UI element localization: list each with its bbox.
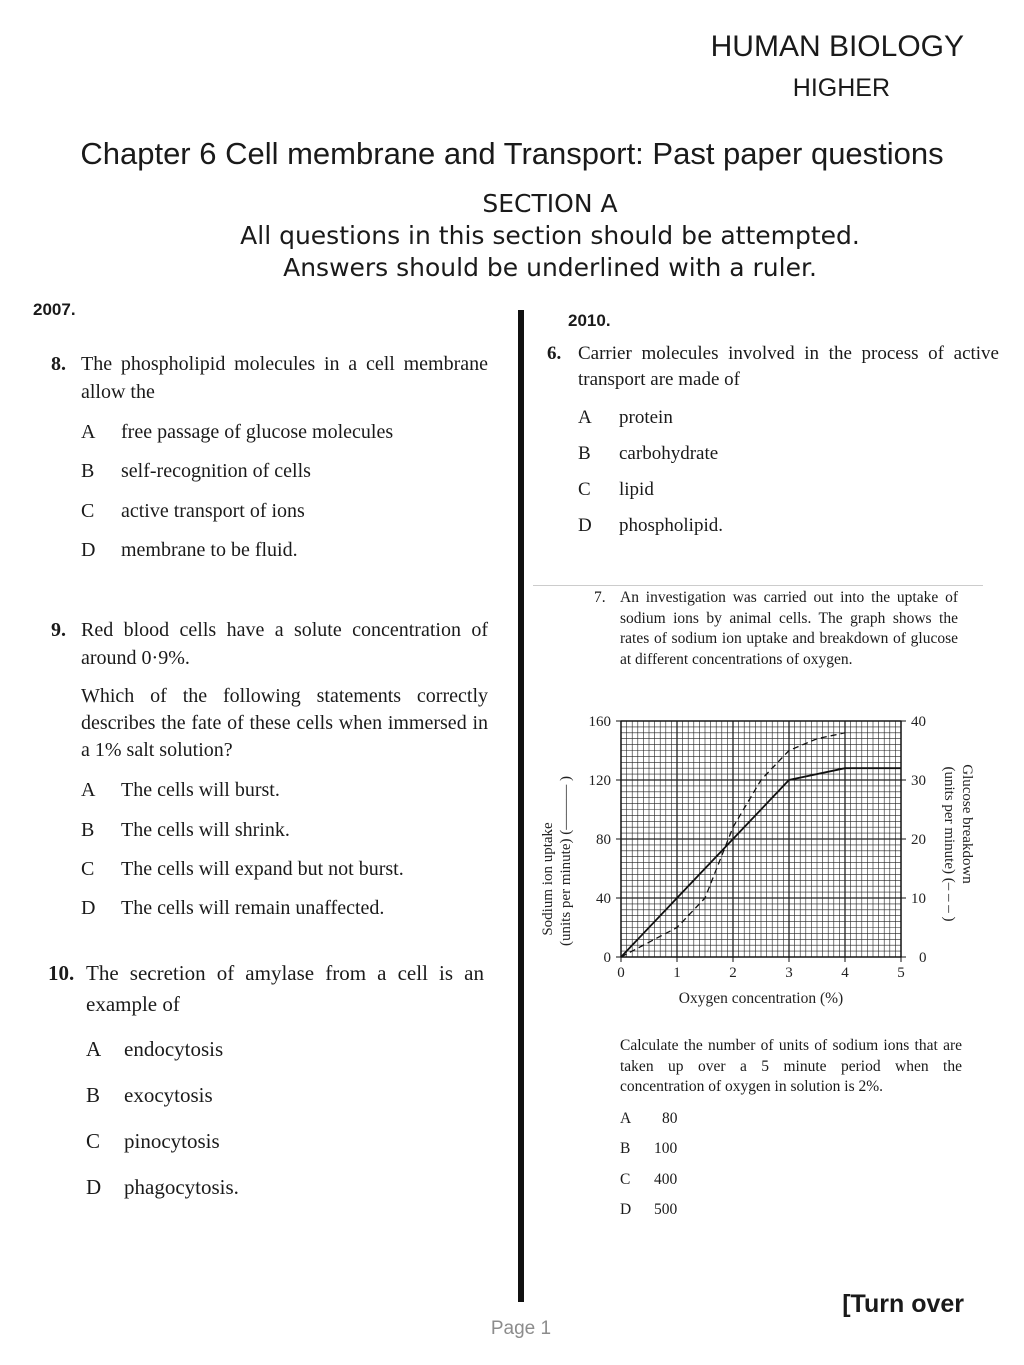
year-2007: 2007. — [33, 300, 76, 319]
option-letter: B — [81, 460, 95, 482]
question-separator — [533, 585, 983, 586]
question-10 — [48, 958, 498, 1208]
question-text-2: Which of the following statements correctly describes the fate of these cells when immersed in a 1% salt solution? — [81, 685, 488, 761]
option-b[interactable] — [86, 1080, 213, 1111]
option-letter: B — [86, 1083, 101, 1107]
instruction-attempt: All questions in this section should be attempted. — [240, 221, 860, 250]
x-tick-label: 2 — [729, 965, 737, 981]
option-text: membrane to be fluid. — [121, 539, 298, 561]
option-letter: D — [81, 539, 96, 561]
section-heading: SECTION A — [482, 189, 618, 218]
option-letter: B — [578, 443, 591, 464]
option-d[interactable] — [578, 513, 723, 539]
y-right-label-line-2: (units per minute) (– – – ) — [941, 766, 957, 922]
option-letter: C — [578, 479, 591, 500]
y-right-label-line-1: Glucose breakdown — [959, 764, 975, 884]
option-text: carbohydrate — [619, 443, 719, 464]
question-6 — [545, 341, 1005, 551]
option-letter: D — [86, 1175, 102, 1199]
question-8 — [48, 350, 498, 570]
option-text: pinocytosis — [124, 1129, 220, 1153]
x-tick-label: 4 — [841, 965, 849, 981]
option-b[interactable] — [578, 441, 718, 467]
option-c[interactable] — [620, 1170, 678, 1190]
option-text: The cells will burst. — [121, 779, 280, 801]
option-letter: C — [81, 500, 95, 522]
option-text: 400 — [654, 1171, 678, 1188]
option-letter: B — [81, 819, 95, 841]
y-right-tick-label: 30 — [911, 773, 926, 789]
y-left-tick-label: 120 — [588, 773, 611, 789]
question-7-prompt: Calculate the number of units of sodium ions that are taken up over a 5 minute period when the concentration of oxygen in solution is 2%. — [620, 1037, 962, 1095]
option-letter: C — [86, 1129, 101, 1153]
question-text: An investigation was carried out into the uptake of sodium ions by animal cells. The graph shows the rates of sodium ion uptake and breakdown of glucose at different concentrations of oxygen. — [620, 589, 958, 668]
question-text: Red blood cells have a solute concentration of around 0·9%. — [81, 619, 488, 669]
x-tick-label: 5 — [897, 965, 905, 981]
question-number: 7. — [594, 589, 606, 606]
y-right-tick-label: 0 — [919, 950, 927, 966]
option-letter: B — [620, 1140, 631, 1157]
option-text: self-recognition of cells — [121, 460, 311, 482]
question-number: 10. — [48, 961, 75, 985]
section-block — [0, 188, 1024, 284]
x-tick-label: 3 — [785, 965, 793, 981]
option-text: phagocytosis. — [124, 1175, 239, 1199]
y-left-axis-label — [540, 776, 574, 946]
option-b[interactable] — [81, 816, 290, 844]
oxygen-chart — [530, 700, 1010, 1020]
option-text: active transport of ions — [121, 500, 305, 522]
option-a[interactable] — [578, 405, 673, 431]
level-subtitle: HIGHER — [792, 74, 890, 102]
y-left-tick-label: 80 — [596, 832, 611, 848]
option-text: exocytosis — [124, 1083, 213, 1107]
option-d[interactable] — [86, 1172, 239, 1203]
option-letter: A — [86, 1037, 102, 1061]
subject-title: HUMAN BIOLOGY — [710, 30, 964, 63]
option-text: 80 — [662, 1110, 678, 1127]
option-text: The cells will expand but not burst. — [121, 858, 404, 880]
option-a[interactable] — [620, 1109, 678, 1129]
option-text: phospholipid. — [619, 515, 723, 536]
y-left-label-line-2: (units per minute) (——— ) — [558, 776, 574, 946]
option-b[interactable] — [620, 1139, 678, 1159]
option-d[interactable] — [620, 1200, 678, 1220]
option-text: The cells will shrink. — [121, 819, 290, 841]
y-left-tick-label: 40 — [596, 891, 611, 907]
option-d[interactable] — [81, 894, 384, 922]
y-right-axis-label — [941, 764, 975, 921]
question-9 — [48, 616, 498, 926]
option-c[interactable] — [81, 855, 404, 883]
option-letter: A — [578, 407, 592, 428]
column-divider — [518, 310, 524, 1302]
option-c[interactable] — [578, 477, 654, 503]
x-axis-label: Oxygen concentration (%) — [678, 990, 844, 1007]
option-letter: C — [620, 1171, 631, 1188]
option-c[interactable] — [86, 1126, 220, 1157]
question-number: 9. — [51, 619, 66, 641]
option-letter: A — [81, 421, 96, 443]
option-d[interactable] — [81, 536, 298, 564]
question-number: 8. — [51, 353, 66, 375]
question-text: Carrier molecules involved in the process of active transport are made of — [578, 343, 999, 390]
option-text: lipid — [619, 479, 654, 500]
option-text: 500 — [654, 1201, 678, 1218]
option-letter: C — [81, 858, 95, 880]
y-right-tick-label: 10 — [911, 891, 926, 907]
y-left-tick-label: 0 — [603, 950, 611, 966]
turn-over[interactable]: [Turn over — [842, 1290, 964, 1318]
page-number: Page 1 — [490, 1318, 552, 1339]
option-text: free passage of glucose molecules — [121, 421, 394, 443]
option-c[interactable] — [81, 497, 305, 525]
option-a[interactable] — [81, 776, 280, 804]
question-number: 6. — [547, 343, 562, 364]
option-b[interactable] — [81, 457, 311, 485]
question-text: The phospholipid molecules in a cell membrane allow the — [81, 353, 488, 403]
chapter-title: Chapter 6 Cell membrane and Transport: Past paper questions — [80, 136, 944, 171]
x-tick-label: 1 — [673, 965, 681, 981]
option-letter: D — [578, 515, 592, 536]
x-tick-label: 0 — [617, 965, 625, 981]
y-right-tick-label: 40 — [911, 714, 926, 730]
option-text: 100 — [654, 1140, 678, 1157]
question-text: The secretion of amylase from a cell is an example of — [86, 961, 484, 1016]
option-letter: D — [620, 1201, 632, 1218]
option-text: protein — [619, 407, 673, 428]
option-letter: A — [620, 1110, 632, 1127]
y-right-tick-label: 20 — [911, 832, 926, 848]
y-left-tick-label: 160 — [588, 714, 611, 730]
option-text: endocytosis — [124, 1037, 224, 1061]
option-letter: D — [81, 897, 96, 919]
instruction-underline: Answers should be underlined with a ruler. — [283, 253, 817, 282]
option-a[interactable] — [86, 1034, 223, 1065]
option-a[interactable] — [81, 418, 393, 446]
option-text: The cells will remain unaffected. — [121, 897, 385, 919]
year-2010: 2010. — [568, 311, 611, 330]
y-left-label-line-1: Sodium ion uptake — [540, 822, 556, 936]
option-letter: A — [81, 779, 96, 801]
